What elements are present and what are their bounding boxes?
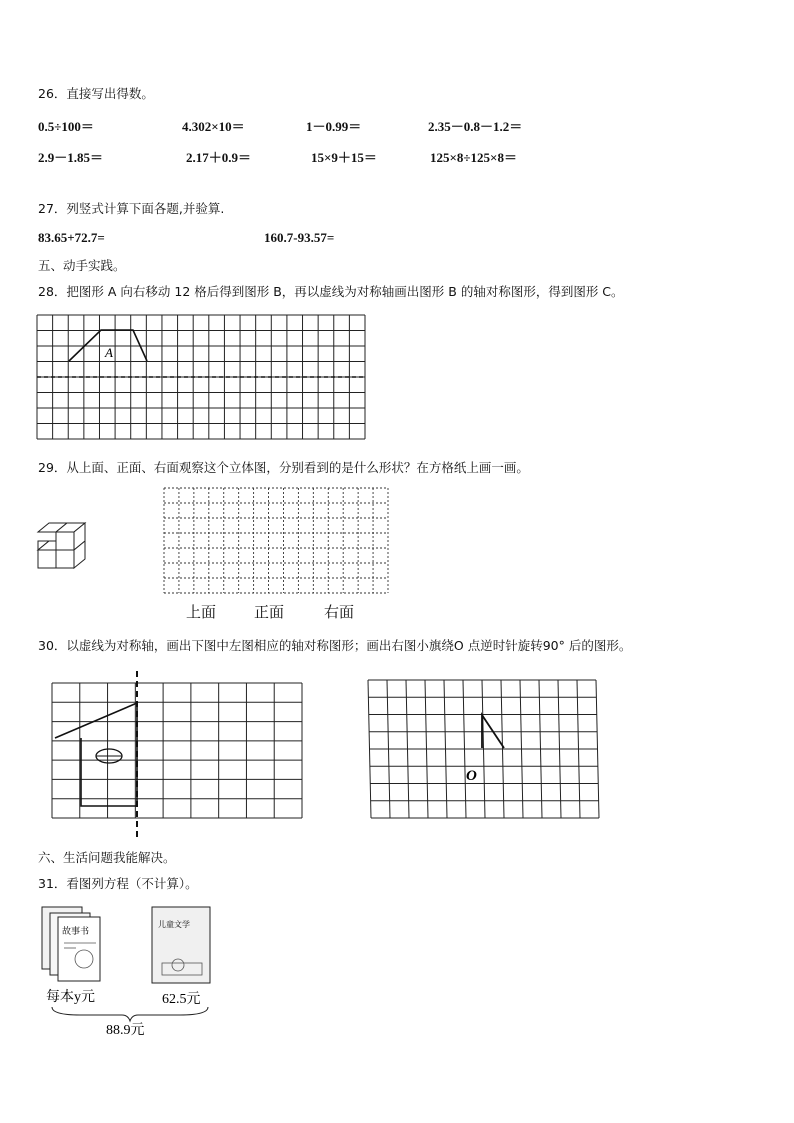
book-title-story: 故事书 bbox=[62, 927, 90, 937]
q30-left-grid-figure bbox=[52, 683, 308, 843]
section-heading: 六、生活问题我能解决。 bbox=[38, 850, 176, 865]
price-book2-label: 62.5元 bbox=[162, 992, 201, 1007]
q26-item: 0.5÷100＝ bbox=[38, 119, 94, 134]
q26-item: 125×8÷125×8＝ bbox=[430, 150, 517, 165]
price-each-label: 每本y元 bbox=[46, 990, 95, 1005]
q29-dashed-grid bbox=[164, 488, 390, 594]
q28-grid-figure bbox=[37, 315, 367, 440]
q26-item: 2.35－0.8－1.2＝ bbox=[428, 119, 523, 134]
q26-item: 2.9－1.85＝ bbox=[38, 150, 104, 165]
q26-item: 4.302×10＝ bbox=[182, 119, 245, 134]
q30-right-grid-figure bbox=[368, 680, 604, 822]
q26-title: 26．直接写出得数。 bbox=[38, 86, 154, 101]
cube-solid-figure bbox=[37, 523, 89, 571]
book-title-literature: 儿童文学 bbox=[158, 920, 190, 929]
q26-item: 15×9＋15＝ bbox=[311, 150, 377, 165]
q28-title: 28．把图形 A 向右移动 12 格后得到图形 B，再以虚线为对称轴画出图形 B 的轴对称图形，得到图形 C。 bbox=[38, 284, 624, 299]
q31-books-figure bbox=[40, 903, 220, 1038]
total-price-label: 88.9元 bbox=[106, 1023, 145, 1038]
q31-title: 31．看图列方程（不计算）。 bbox=[38, 876, 198, 891]
q27-title: 27．列竖式计算下面各题,并验算. bbox=[38, 201, 225, 216]
q26-item: 2.17＋0.9＝ bbox=[186, 150, 252, 165]
rotation-point-o: O bbox=[466, 768, 477, 784]
q27-item: 160.7-93.57= bbox=[264, 230, 335, 245]
section-heading: 五、动手实践。 bbox=[38, 258, 126, 273]
q30-title: 30．以虚线为对称轴，画出下图中左图相应的轴对称图形；画出右图小旗绕O 点逆时针旋转90° 后的图形。 bbox=[38, 638, 632, 653]
total-brace bbox=[52, 1007, 208, 1021]
shape-a-label: A bbox=[105, 345, 113, 360]
view-label-top: 上面 bbox=[186, 603, 217, 621]
q27-item: 83.65+72.7= bbox=[38, 230, 105, 245]
view-label-right: 右面 bbox=[324, 603, 355, 621]
q26-item: 1－0.99＝ bbox=[306, 119, 362, 134]
view-label-front: 正面 bbox=[254, 603, 285, 621]
q29-title: 29．从上面、正面、右面观察这个立体图，分别看到的是什么形状？在方格纸上画一画。 bbox=[38, 460, 529, 475]
